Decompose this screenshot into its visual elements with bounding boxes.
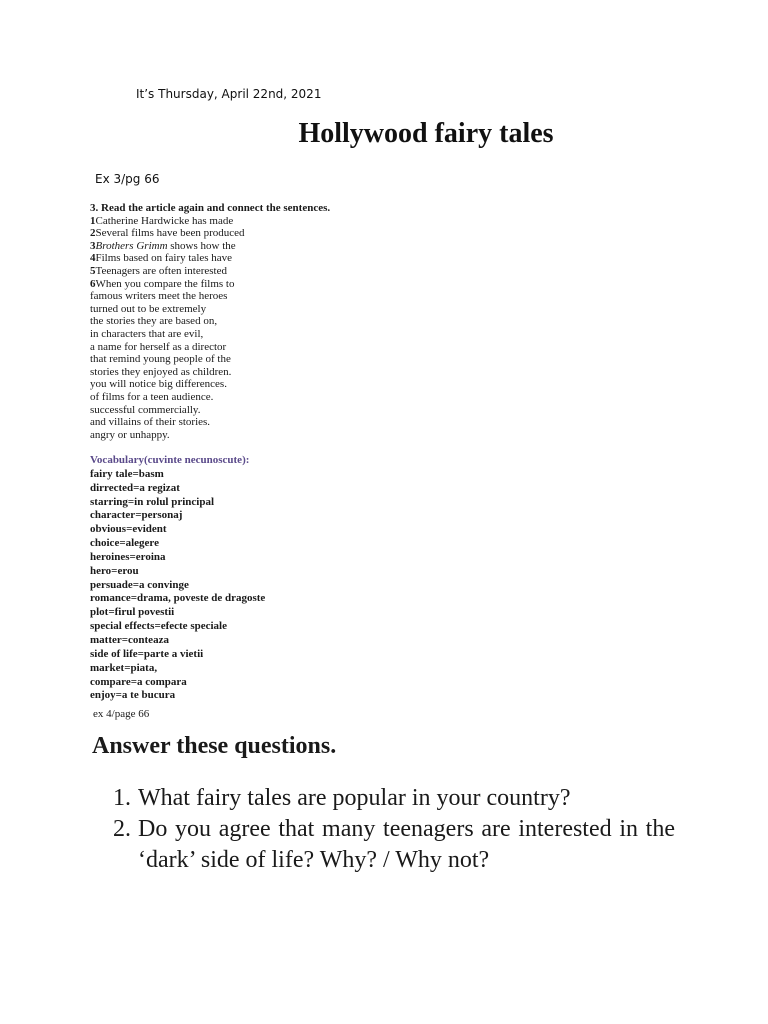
vocab-item: special effects=efecte speciale: [90, 620, 227, 633]
sentence-ending: and villains of their stories.: [90, 416, 211, 429]
vocab-item: choice=alegere: [90, 537, 159, 550]
sentence-ending: turned out to be extremely: [90, 302, 207, 315]
question-number: 2.: [113, 816, 131, 842]
sentence-ending: that remind young people of the: [90, 353, 231, 366]
sentence-start: 4Films based on fairy tales have: [90, 252, 233, 265]
answer-heading: Answer these questions.: [92, 733, 337, 759]
vocab-item: compare=a compara: [90, 675, 187, 688]
sentence-ending: famous writers meet the heroes: [90, 290, 228, 303]
vocab-item: market=piata,: [90, 661, 158, 674]
exercise-4-reference: ex 4/page 66: [93, 708, 150, 720]
vocab-item: plot=firul povestii: [90, 606, 175, 619]
vocab-item: persuade=a convinge: [90, 578, 189, 591]
vocab-item: matter=conteaza: [90, 633, 169, 646]
sentence-start: 2Several films have been produced: [90, 227, 245, 240]
page-title: Hollywood fairy tales: [298, 118, 554, 149]
exercise-3: [90, 202, 330, 441]
question-text: What fairy tales are popular in your country?: [138, 785, 571, 811]
question-number: 1.: [113, 785, 131, 811]
vocabulary-list: [90, 454, 265, 703]
sentence-start: 5Teenagers are often interested: [90, 264, 227, 277]
sentence-ending: stories they enjoyed as children.: [90, 365, 232, 378]
sentence-ending: you will notice big differences.: [90, 378, 227, 391]
vocab-item: romance=drama, poveste de dragoste: [90, 592, 266, 605]
sentence-ending: a name for herself as a director: [90, 340, 227, 353]
sentence-ending: of films for a teen audience.: [90, 390, 214, 403]
sentence-ending: successful commercially.: [90, 403, 201, 416]
vocab-item: dirrected=a regizat: [90, 481, 180, 494]
exercise-reference: Ex 3/pg 66: [95, 172, 160, 186]
question-list: [113, 783, 675, 876]
vocab-item: heroines=eroina: [90, 550, 166, 563]
vocab-item: hero=erou: [90, 564, 139, 577]
vocabulary-heading: Vocabulary(cuvinte necunoscute):: [90, 454, 250, 466]
question-item: [113, 814, 675, 876]
vocab-item: starring=in rolul principal: [90, 495, 215, 508]
date-line: It’s Thursday, April 22nd, 2021: [136, 87, 322, 101]
vocab-item: side of life=parte a vietii: [90, 647, 204, 660]
vocab-item: fairy tale=basm: [90, 467, 164, 480]
sentence-ending: angry or unhappy.: [90, 428, 170, 441]
vocab-item: obvious=evident: [90, 523, 167, 536]
sentence-start: 6When you compare the films to: [90, 277, 235, 290]
vocab-item: enjoy=a te bucura: [90, 689, 176, 702]
exercise-heading: 3. Read the article again and connect the sentences.: [90, 202, 331, 214]
sentence-ending: the stories they are based on,: [90, 315, 218, 328]
question-item: [113, 783, 675, 814]
sentence-start: 1Catherine Hardwicke has made: [90, 214, 234, 227]
sentence-start: 3Brothers Grimm shows how the: [90, 239, 236, 252]
sentence-ending: in characters that are evil,: [90, 327, 204, 340]
question-text: Do you agree that many teenagers are interested in the ‘dark’ side of life? Why? / Why not?: [138, 816, 675, 873]
vocab-item: character=personaj: [90, 509, 183, 522]
